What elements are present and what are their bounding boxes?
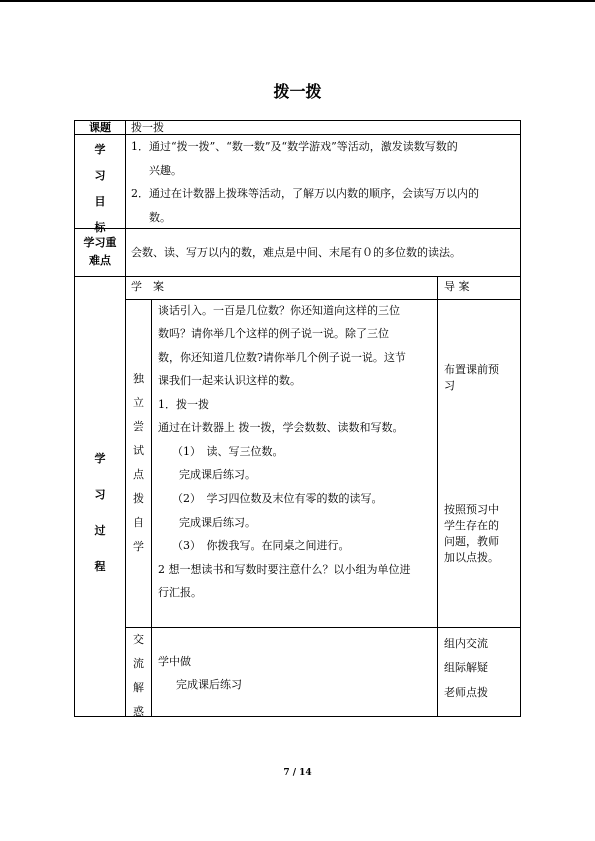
column-header-dao-an: 导 案	[444, 280, 470, 293]
section1-line: 数吗？请你举几个这样的例子说一说。除了三位	[158, 327, 389, 340]
process-label-char: 习	[94, 488, 106, 501]
section1-line: 2 想一想读书和写数时要注意什么？以小组为单位进	[158, 563, 411, 576]
section2-line: 学中做	[158, 655, 191, 668]
section1-label-char: 试	[133, 444, 144, 457]
guide-exchange-line: 组内交流	[444, 637, 488, 650]
guide-prep-line: 习	[444, 379, 455, 392]
goal-line: 1．通过“拨一拨”、“数一数”及“数学游戏”等活动，激发读数写数的	[131, 140, 458, 153]
column-header-xue-an: 学 案	[131, 280, 164, 293]
section2-label-char: 惑	[133, 705, 144, 718]
page-title: 拨一拨	[273, 82, 322, 101]
section1-label-char: 点	[133, 468, 144, 481]
row-divider	[74, 276, 521, 277]
section1-label-char: 自	[133, 516, 144, 529]
top-rule	[0, 0, 595, 2]
goal-line: 2．通过在计数器上拨珠等活动，了解万以内数的顺序，会读写万以内的	[131, 187, 479, 200]
column-divider	[151, 299, 152, 717]
topic-label: 课题	[89, 121, 111, 134]
section1-line: （2） 学习四位数及末位有零的数的读写。	[172, 492, 383, 505]
goal-line: 数。	[149, 211, 171, 224]
goal-line: 兴趣。	[149, 164, 182, 177]
goals-label	[75, 141, 125, 235]
column-divider	[437, 276, 438, 717]
key-points-text: 会数、读、写万以内的数，难点是中间、末尾有０的多位数的读法。	[131, 246, 461, 259]
section1-line: 完成课后练习。	[179, 516, 256, 529]
section2-label-char: 解	[133, 681, 144, 694]
section1-label-char: 学	[133, 540, 144, 553]
page-number: 7 / 14	[283, 768, 312, 778]
goals-label-char: 习	[94, 169, 106, 182]
topic-value: 拨一拨	[131, 121, 164, 134]
section1-label-char: 立	[133, 396, 144, 409]
process-label-char: 程	[94, 560, 106, 573]
section1-line: 行汇报。	[158, 586, 202, 599]
section1-line: 完成课后练习。	[179, 468, 256, 481]
guide-exchange-line: 组际解疑	[444, 661, 488, 674]
table-border-right	[520, 120, 521, 717]
section2-label-char: 流	[133, 657, 144, 670]
row-divider	[74, 228, 521, 229]
section1-line: （3） 你拨我写。在同桌之间进行。	[172, 539, 350, 552]
section1-label-char: 拨	[133, 492, 144, 505]
section1-label-char: 独	[133, 372, 144, 385]
section1-label-char: 尝	[133, 420, 144, 433]
section1-line: 课我们一起来认识这样的数。	[158, 374, 301, 387]
process-label-char: 学	[94, 452, 106, 465]
section1-line: 谈话引入。一百是几位数？你还知道向这样的三位	[158, 304, 400, 317]
section2-line: 完成课后练习	[176, 678, 242, 691]
guide-help-line: 问题，教师	[444, 535, 499, 548]
row-divider	[125, 627, 521, 628]
section2-label-char: 交	[133, 633, 144, 646]
key-label-line2: 难点	[89, 254, 111, 267]
section2-label	[126, 633, 151, 719]
guide-prep-line: 布置课前预	[444, 363, 499, 376]
guide-help-line: 加以点拨。	[444, 551, 499, 564]
section1-line: （1） 读、写三位数。	[172, 445, 284, 458]
section1-line: 1．拨一拨	[158, 398, 209, 411]
section1-line: 通过在计数器上 拨一拨，学会数数、读数和写数。	[158, 421, 404, 434]
row-divider	[125, 299, 521, 300]
goals-label-char: 标	[94, 221, 106, 234]
section1-line: 数，你还知道几位数?请你举几个例子说一说。这节	[158, 351, 406, 364]
goals-label-char: 目	[94, 195, 106, 208]
guide-help-line: 按照预习中	[444, 503, 499, 516]
guide-help-line: 学生存在的	[444, 519, 499, 532]
section1-label	[126, 372, 151, 554]
key-label-line1: 学习重	[83, 236, 117, 249]
goals-label-char: 学	[94, 143, 106, 156]
process-label	[75, 450, 125, 574]
guide-exchange-line: 老师点拨	[444, 686, 488, 699]
process-label-char: 过	[94, 524, 106, 537]
